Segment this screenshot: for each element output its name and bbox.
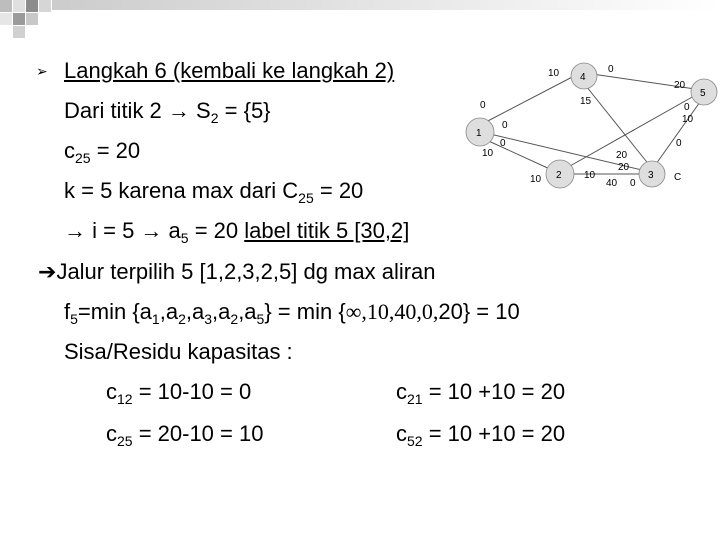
text: ,a [185,299,205,324]
min-values: ∞,10,40,0, [345,299,439,324]
edge-3-5 [656,102,700,164]
subscript: 2 [230,311,239,327]
text: = {5} [218,98,271,123]
text: = 20 [90,138,141,163]
network-graph [456,52,720,192]
text: c [106,379,117,404]
text: ,a [212,299,231,324]
text: } = min { [264,299,346,324]
edge-label: 0 [502,120,508,131]
line-sisa [64,339,293,365]
subscript: 2 [178,311,186,327]
edge-label: 0 [480,100,486,111]
residu-c12 [106,379,251,405]
text: k = 5 karena max dari C [64,178,299,203]
subscript: 2 [210,110,219,126]
edge-label: 20 [674,80,686,91]
node-label-text: label titik 5 [30,2] [244,218,410,243]
line-f5-min [64,299,520,325]
text: = 10-10 = 0 [132,379,252,404]
edge-label: C [674,172,682,183]
node-label-1: 1 [476,128,482,139]
node-label-3: 3 [648,170,654,181]
subscript: 5 [256,311,265,327]
decorative-corner-squares [0,0,720,40]
subscript: 25 [117,433,133,449]
text: f [64,299,71,324]
text: a [162,218,181,243]
edge-4-5 [592,74,702,90]
edge-label: 10 [482,148,494,159]
bold-arrow-icon: ➔ [38,259,57,284]
residu-c21 [396,379,565,405]
edge-label: 10 [584,170,596,181]
text: = 20 [188,218,245,243]
subscript: 5 [70,311,78,327]
text: = 10 +10 = 20 [422,421,566,446]
edge-label: 15 [580,96,592,107]
text: ,a [159,299,179,324]
residu-c25 [106,421,263,447]
edge-label: 0 [676,138,682,149]
line-jalur [38,259,436,285]
text: = 10 +10 = 20 [422,379,566,404]
line-langkah [64,58,394,84]
text: c [64,138,75,163]
edge-label: 0 [630,178,636,189]
edge-label: 0 [608,64,614,75]
arrow-icon: → [64,218,86,243]
text: c [396,421,407,446]
line-k-karena [64,178,363,204]
node-label-5: 5 [700,88,706,99]
edge-label: 20 [616,150,628,161]
edge-label: 0 [684,102,690,113]
node-label-4: 4 [580,72,586,83]
step-heading: Langkah 6 (kembali ke langkah 2) [64,58,395,83]
edge-label: 20 [618,162,630,173]
arrow-icon: → [167,98,190,123]
text: S [196,98,211,123]
bullet-arrow-icon: ➢ [36,63,48,79]
subscript: 12 [117,391,133,407]
line-dari-titik [64,98,271,124]
text: ,a [238,299,257,324]
edge-1-4 [482,74,578,124]
subscript: 25 [75,150,91,166]
text: Sisa/Residu kapasitas : [64,339,293,364]
edge-label: 10 [682,114,694,125]
text: Jalur terpilih 5 [1,2,3,2,5] dg max aliran [56,259,436,284]
edge-label: 0 [500,138,506,149]
edge-label: 10 [548,68,560,79]
subscript: 52 [407,433,423,449]
text: 20} = 10 [438,299,520,324]
line-c25 [64,138,140,164]
text: =min {a [77,299,152,324]
edge-label: 40 [606,178,618,189]
subscript: 5 [180,230,189,246]
text: c [106,421,117,446]
subscript: 3 [204,311,213,327]
text: = 20-10 = 10 [132,421,264,446]
residu-c52 [396,421,565,447]
subscript: 25 [298,190,314,206]
node-label-2: 2 [556,170,562,181]
edge-label: 10 [530,174,542,185]
text: Dari titik 2 [64,98,168,123]
subscript: 1 [151,311,160,327]
subscript: 21 [407,391,423,407]
text: i = 5 [86,218,141,243]
arrow-icon: → [140,218,163,243]
text: c [396,379,407,404]
line-i-equals [64,218,409,244]
text: = 20 [313,178,364,203]
